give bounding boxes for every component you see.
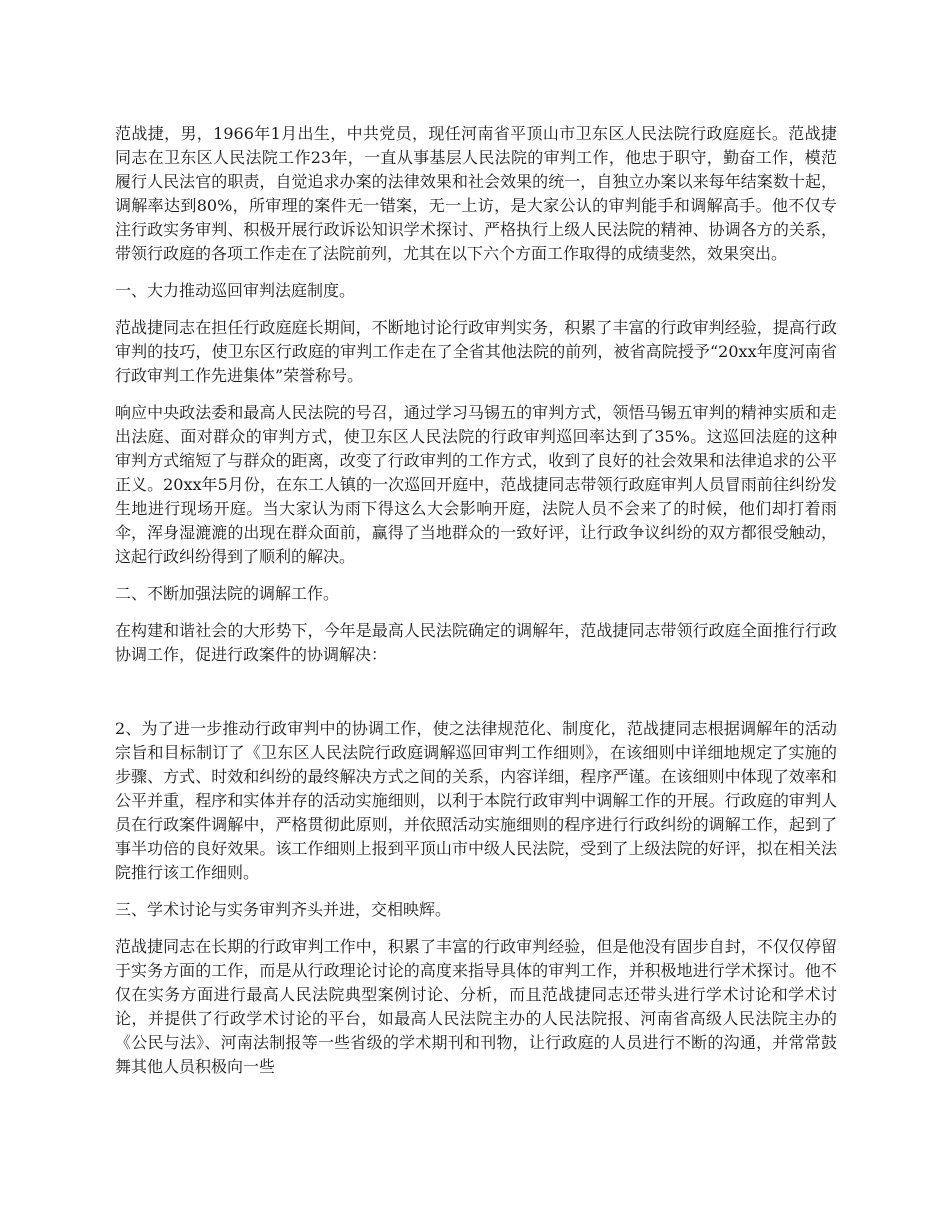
blank-gap xyxy=(115,680,837,704)
body-paragraph: 响应中央政法委和最高人民法院的号召，通过学习马锡五的审判方式，领悟马锡五审判的精神实质和走出法庭、面对群众的审判方式，使卫东区人民法院的行政审判巡回率达到了35%。这巡回法庭的这种审判方式缩短了与群众的距离，改变了行政审判的工作方式，收到了良好的社会效果和法律追求的公平正义。20xx年5月份，在东工人镇的一次巡回开庭中，范战捷同志带领行政庭审判人员冒雨前往纠纷发生地进行现场开庭。当大家认为雨下得这么大会影响开庭，法院人员不会来了的时候，他们却打着雨伞，浑身湿漉漉的出现在群众面前，赢得了当地群众的一致好评，让行政争议纠纷的双方都很受触动，这起行政纠纷得到了顺利的解决。 xyxy=(115,403,837,566)
body-paragraph: 范战捷同志在长期的行政审判工作中，积累了丰富的行政审判经验，但是他没有固步自封，不仅仅停留于实务方面的工作，而是从行政理论讨论的高度来指导具体的审判工作，并积极地进行学术探讨。他不仅在实务方面进行最高人民法院典型案例讨论、分析，而且范战捷同志还带头进行学术讨论和学术讨论，并提供了行政学术讨论的平台，如最高人民法院主办的人民法院报、河南省高级人民法院主办的《公民与法》、河南法制报等一些省级的学术期刊和刊物，让行政庭的人员进行不断的沟通，并常常鼓舞其他人员积极向一些 xyxy=(115,937,837,1076)
document-body xyxy=(115,122,837,1092)
body-paragraph: 2、为了进一步推动行政审判中的协调工作，使之法律规范化、制度化，范战捷同志根据调解年的活动宗旨和目标制订了《卫东区人民法院行政庭调解巡回审判工作细则》，在该细则中详细地规定了实施的步骤、方式、时效和纠纷的最终解决方式之间的关系，内容详细，程序严谨。在该细则中体现了效率和公平并重，程序和实体并存的活动实施细则，以利于本院行政审判中调解工作的开展。行政庭的审判人员在行政案件调解中，严格贯彻此原则，并依照活动实施细则的程序进行行政纠纷的调解工作，起到了事半功倍的良好效果。该工作细则上报到平顶山市中级人民法院，受到了上级法院的好评，拟在相关法院推行该工作细则。 xyxy=(115,719,837,882)
section-heading-1: 一、大力推动巡回审判法庭制度。 xyxy=(115,281,356,300)
body-paragraph: 范战捷同志在担任行政庭庭长期间，不断地讨论行政审判实务，积累了丰富的行政审判经验，提高行政审判的技巧，使卫东区行政庭的审判工作走在了全省其他法院的前列，被省高院授予“20xx年度河南省行政审判工作先进集体”荣誉称号。 xyxy=(115,318,837,385)
body-paragraph: 在构建和谐社会的大形势下，今年是最高人民法院确定的调解年，范战捷同志带领行政庭全面推行行政协调工作，促进行政案件的协调解决： xyxy=(115,621,837,664)
section-heading-2: 二、不断加强法院的调解工作。 xyxy=(115,584,340,603)
section-heading-3: 三、学术讨论与实务审判齐头并进，交相映辉。 xyxy=(115,900,452,919)
intro-paragraph: 范战捷，男，1966年1月出生，中共党员，现任河南省平顶山市卫东区人民法院行政庭庭长。范战捷同志在卫东区人民法院工作23年，一直从事基层人民法院的审判工作，他忠于职守，勤奋工作，模范履行人民法官的职责，自觉追求办案的法律效果和社会效果的统一，自独立办案以来每年结案数十起，调解率达到80%，所审理的案件无一错案，无一上访，是大家公认的审判能手和调解高手。他不仅专注行政实务审判、积极开展行政诉讼知识学术探讨、严格执行上级人民法院的精神、协调各方的关系，带领行政庭的各项工作走在了法院前列，尤其在以下六个方面工作取得的成绩斐然，效果突出。 xyxy=(115,124,837,263)
